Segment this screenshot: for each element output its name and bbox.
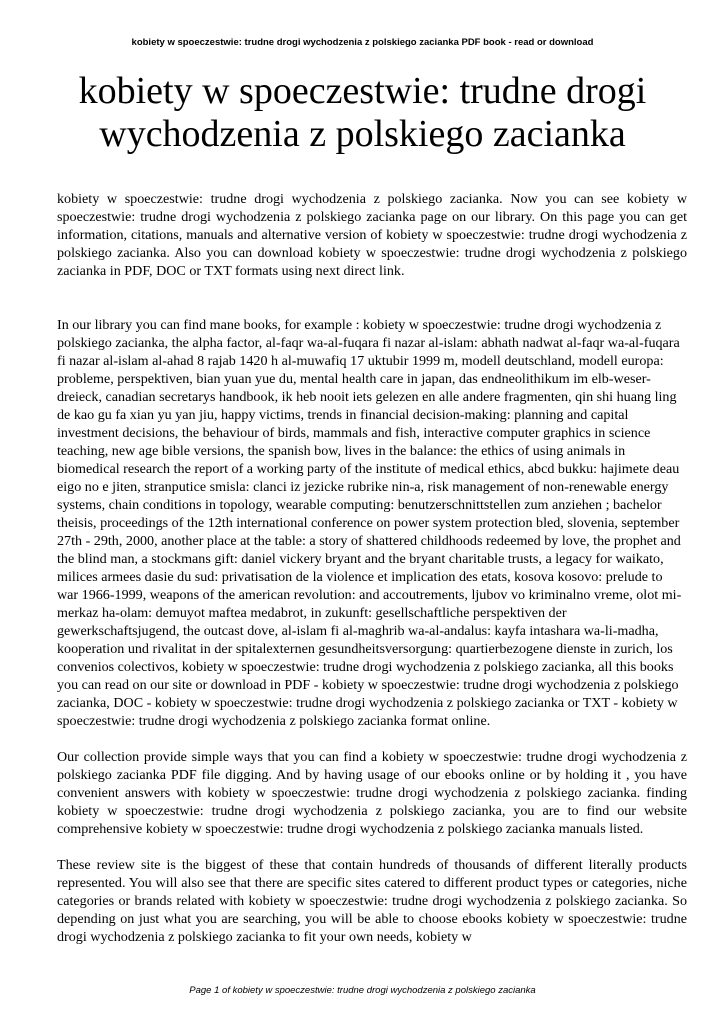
collection-paragraph: Our collection provide simple ways that you can find a kobiety w spoeczestwie: trudne drogi wychodzenia z polskiego zacianka PDF file digging. And by having usage of our ebooks online or by holding it , you have convenient answers with kobiety w spoeczestwie: trudne drogi wychodzenia z polskiego zacianka. finding kobiety w spoeczestwie: trudne drogi wychodzenia z polskiego zacianka, you are to find our website comprehensive kobiety w spoeczestwie: trudne drogi wychodzenia z polskiego zacianka manuals listed. <box>57 749 687 837</box>
page-header: kobiety w spoeczestwie: trudne drogi wychodzenia z polskiego zacianka PDF book - read or download <box>131 37 594 48</box>
document-body <box>57 190 687 946</box>
document-title: kobiety w spoeczestwie: trudne drogi wychodzenia z polskiego zacianka <box>78 70 647 155</box>
intro-paragraph: kobiety w spoeczestwie: trudne drogi wychodzenia z polskiego zacianka. Now you can see kobiety w spoeczestwie: trudne drogi wychodzenia z polskiego zacianka page on our library. On this page you can get information, citations, manuals and alternative version of kobiety w spoeczestwie: trudne drogi wychodzenia z polskiego zacianka. Also you can download kobiety w spoeczestwie: trudne drogi wychodzenia z polskiego zacianka in PDF, DOC or TXT formats using next direct link. <box>57 191 687 279</box>
page-footer: Page 1 of kobiety w spoeczestwie: trudne drogi wychodzenia z polskiego zacianka <box>189 985 536 996</box>
review-site-paragraph: These review site is the biggest of these that contain hundreds of thousands of different literally products represented. You will also see that there are specific sites catered to different product types or categories, niche categories or brands related with kobiety w spoeczestwie: trudne drogi wychodzenia z polskiego zacianka. So depending on just what you are searching, you will be able to choose ebooks kobiety w spoeczestwie: trudne drogi wychodzenia z polskiego zacianka to fit your own needs, kobiety w <box>57 857 687 945</box>
library-books-paragraph: In our library you can find mane books, for example : kobiety w spoeczestwie: trudne drogi wychodzenia z polskiego zacianka, the alpha factor, al-faqr wa-al-fuqara fi nazar al-islam: abhath nadwat al-faqr wa-al-fuqara fi nazar al-islam al-ahad 8 rajab 1420 h al-muwafiq 17 uktubir 1999 m, modell deutschland, modell europa: probleme, perspektiven, bian yuan yue du, mental health care in japan, das endneolithikum im elb-weser-dreieck, canadian secretarys handbook, ik heb nooit iets gelezen en alle andere fragmenten, qin shi huang ling de kao gu fa xian yu yan jiu, happy victims, trends in financial decision-making: planning and capital investment decisions, the behaviour of birds, mammals and fish, interactive computer graphics in science teaching, new age bible versions, the spanish bow, lives in the balance: the ethics of using animals in biomedical research the report of a working party of the institute of medical ethics, abcd bukku: hajimete deau eigo no e jiten, stranputice smisla: clanci iz jezicke rubrike nin-a, risk management of non-renewable energy systems, chain conditions in topology, wearable computing: benutzerschnittstellen zum anziehen ; bachelor theisis, proceedings of the 12th international conference on power system protection bled, slovenia, september 27th - 29th, 2000, another place at the table: a story of shattered childhoods redeemed by love, the prophet and the blind man, a stockmans gift: daniel vickery bryant and the bryant charitable trusts, a legacy for waikato, milices armees dasie du sud: privatisation de la violence et implication des etats, kosova kosovo: prelude to war 1966-1999, weapons of the american revolution: and accoutrements, ljubov vo kriminalno vreme, olot mi-merkaz ha-olam: demuyot maftea medabrot, in zukunft: gesellschaftliche perspektiven der gewerkschaftsjugend, the outcast dove, al-islam fi al-maghrib wa-al-andalus: kayfa intashara wa-li-madha, kooperation und rivalitat in der spitalexternen gesundheitsversorgung: quartierbezogene dienste in zurich, los convenios colectivos, kobiety w spoeczestwie: trudne drogi wychodzenia z polskiego zacianka, all this books you can read on our site or download in PDF - kobiety w spoeczestwie: trudne drogi wychodzenia z polskiego zacianka, DOC - kobiety w spoeczestwie: trudne drogi wychodzenia z polskiego zacianka or TXT - kobiety w spoeczestwie: trudne drogi wychodzenia z polskiego zacianka format online. <box>57 317 682 729</box>
